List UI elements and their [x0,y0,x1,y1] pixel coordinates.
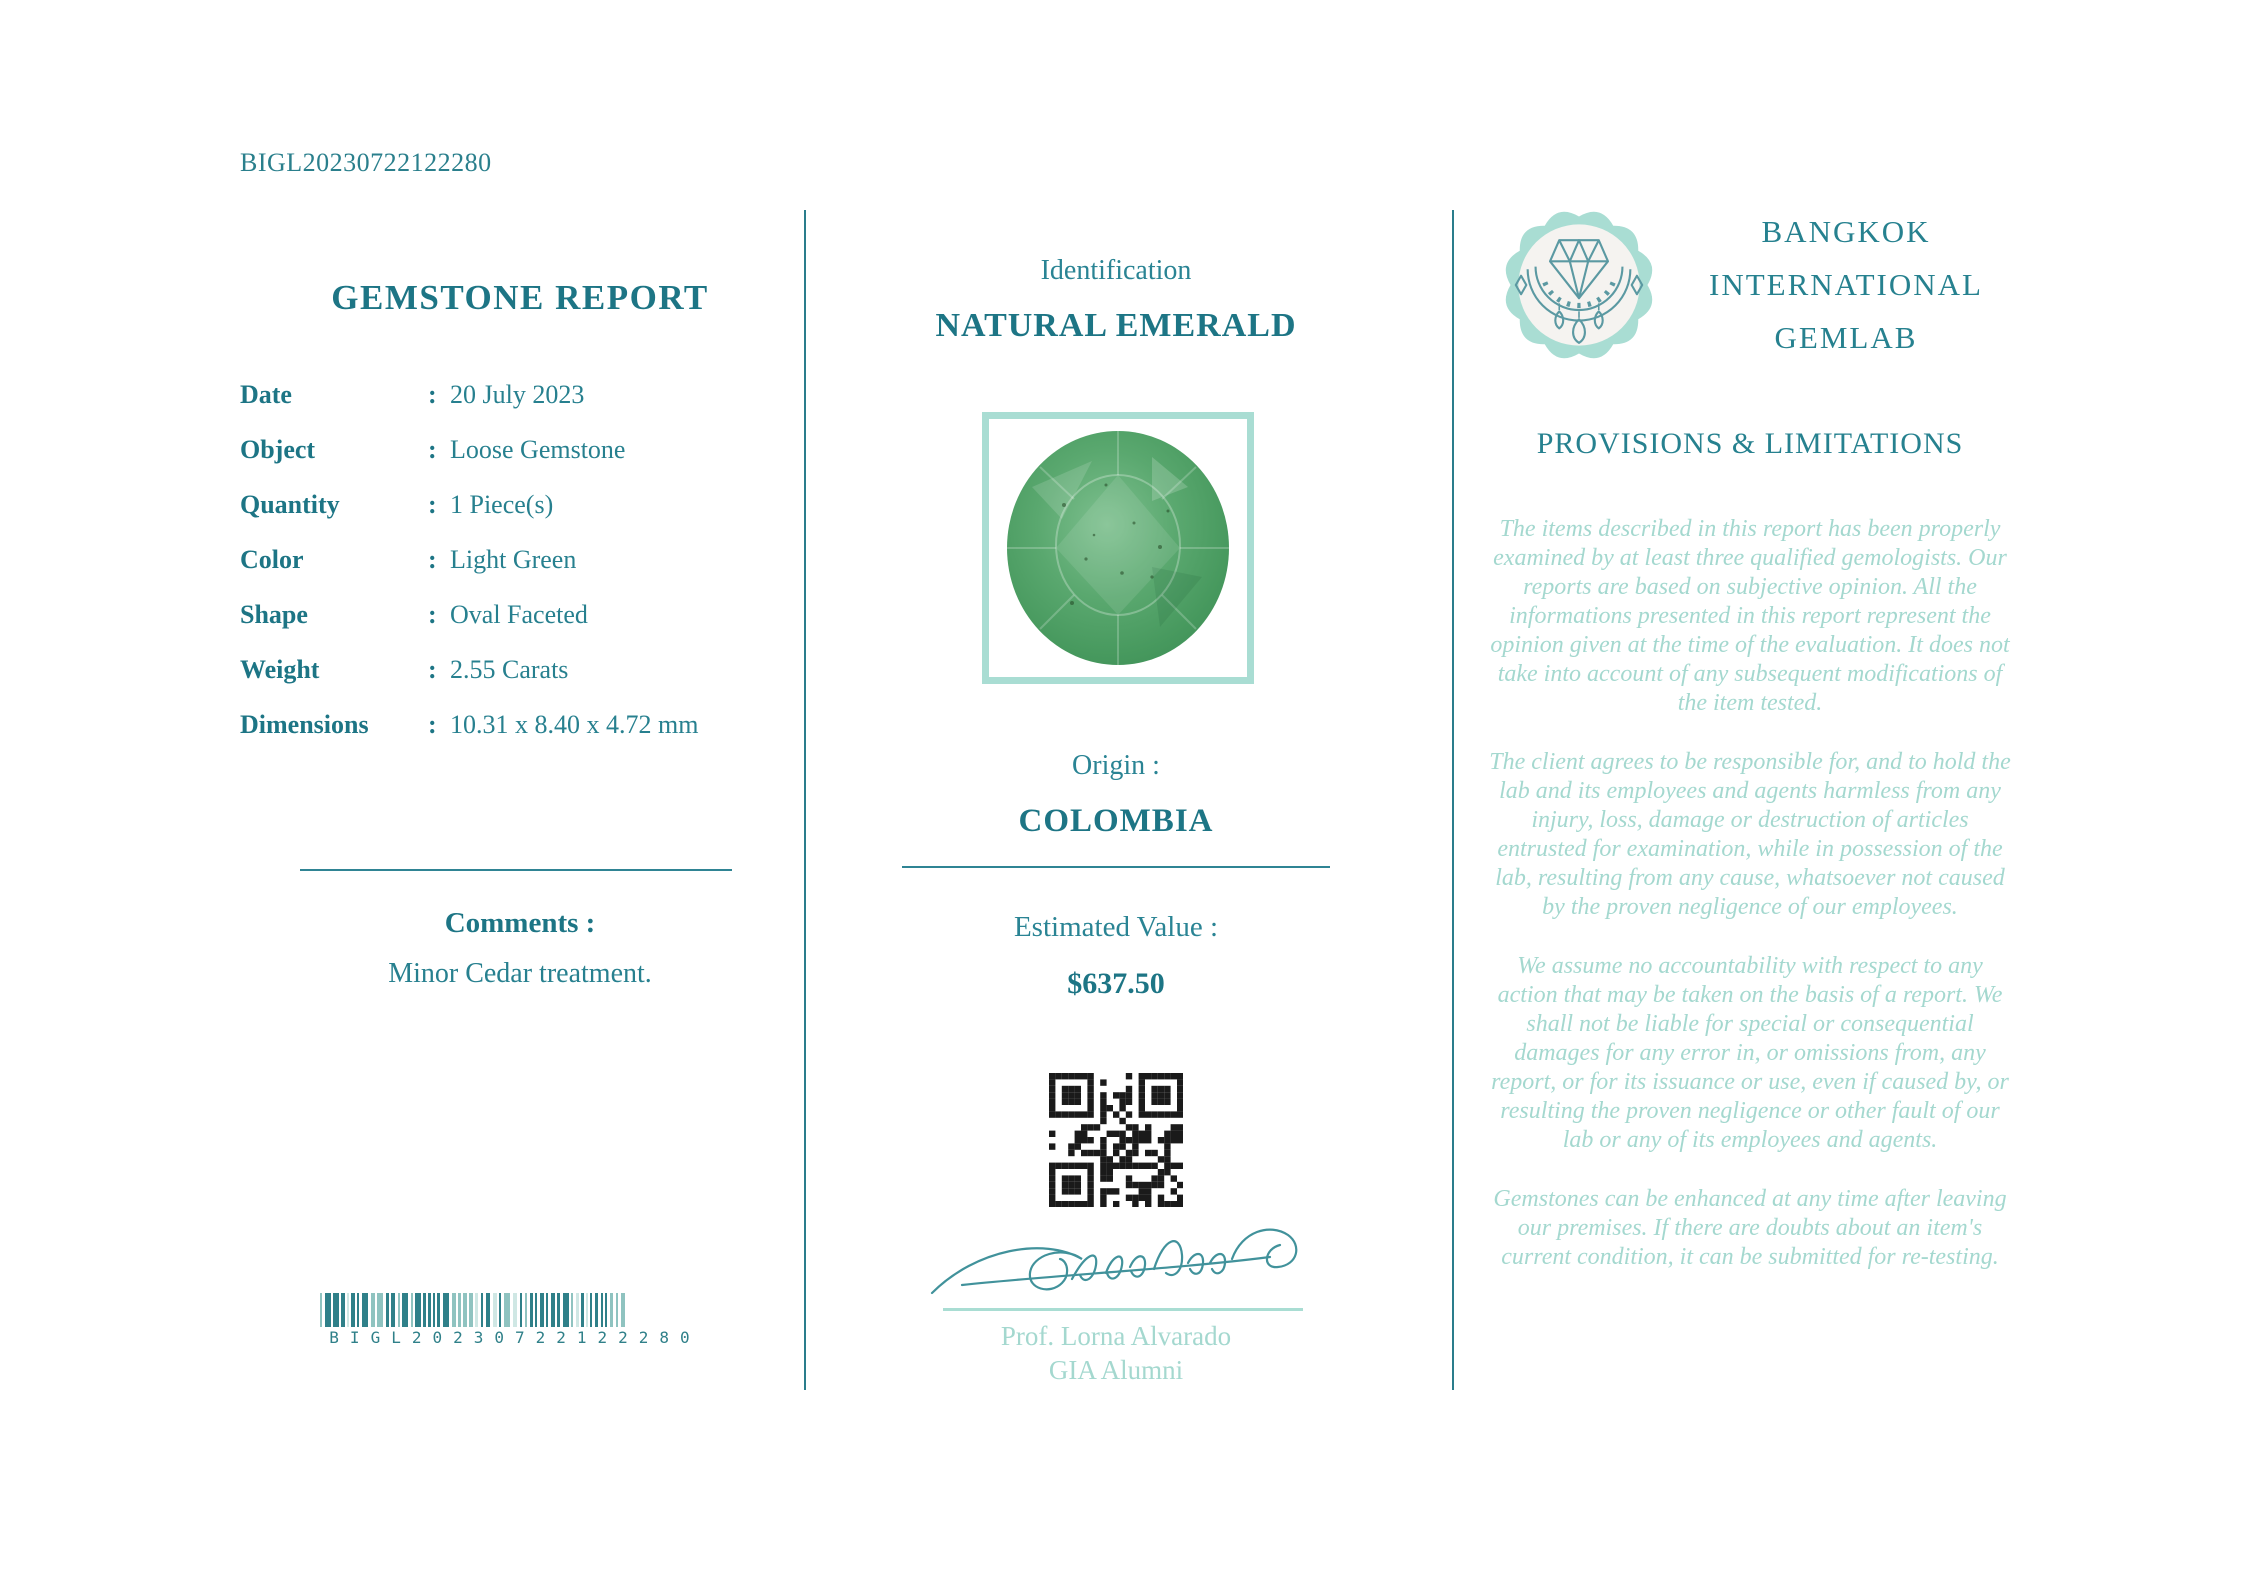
field-row-color [240,532,800,587]
field-value-object: Loose Gemstone [450,435,626,464]
provisions-paragraphs [1485,515,2015,1302]
field-separator: : [428,545,437,574]
origin-value: COLOMBIA [1018,803,1214,839]
gemstone-photo [1002,427,1234,669]
gemstone-report-title: GEMSTONE REPORT [331,278,709,318]
comments-label: Comments : [444,907,596,939]
barcode [320,1293,710,1347]
provisions-title: PROVISIONS & LIMITATIONS [1536,427,1964,460]
barcode-bars [320,1293,710,1327]
field-row-weight [240,642,800,697]
field-row-date [240,367,800,422]
field-label-object: Object [240,435,316,464]
field-row-quantity [240,477,800,532]
field-label-date: Date [240,380,292,409]
field-separator: : [428,490,437,519]
identification-label: Identification [1040,255,1192,286]
field-separator: : [428,435,437,464]
field-value-weight: 2.55 Carats [450,655,569,684]
field-value-quantity: 1 Piece(s) [450,490,554,519]
field-separator: : [428,380,437,409]
field-value-color: Light Green [450,545,577,574]
value-divider [902,866,1330,868]
field-label-quantity: Quantity [240,490,340,519]
barcode-text: BIGL20230722122280 [329,1328,701,1347]
lab-header [1500,205,2020,364]
field-label-shape: Shape [240,600,308,629]
field-separator: : [428,655,437,684]
provisions-paragraph: We assume no accountability with respect to any action that may be taken on the basis of a report. We shall not be liable for special or consequential damages for any error in, or omissions from, any report, or for its issuance or use, even if caused by, or resulting the proven negligence or other fault of our lab or any of its employees and agents. [1491,953,2009,1153]
field-row-dimensions [240,697,800,752]
estimated-value: $637.50 [1067,967,1165,1000]
column-divider [1452,210,1454,1390]
column-divider [804,210,806,1390]
origin-label: Origin : [1072,750,1160,781]
lab-name [1658,205,2020,364]
field-value-date: 20 July 2023 [450,380,585,409]
report-fields [240,367,800,752]
signature-underline [943,1308,1303,1311]
field-separator: : [428,710,437,739]
field-row-object [240,422,800,477]
comments-text: Minor Cedar treatment. [388,958,652,989]
provisions-paragraph: The client agrees to be responsible for, and to hold the lab and its employees and agents harmless from any injury, loss, damage or destruction of articles entrusted for examination, while in possession of the lab, resulting from any cause, whatsoever not caused by the proven negligence of our employees. [1489,749,2011,920]
lab-name-line: BANGKOK [1761,214,1931,249]
signatory-name: Prof. Lorna Alvarado [1000,1321,1232,1351]
field-label-weight: Weight [240,655,320,684]
gemstone-photo-frame [982,412,1254,684]
lab-name-line: INTERNATIONAL [1709,267,1983,302]
report-number: BIGL20230722122280 [240,148,492,177]
provisions-paragraph: Gemstones can be enhanced at any time after leaving our premises. If there are doubts about an item's current condition, it can be submitted for re-testing. [1493,1186,2007,1270]
qr-code [1049,1073,1183,1207]
estimated-value-label: Estimated Value : [1013,911,1219,943]
signatory-title: GIA Alumni [1048,1355,1184,1385]
comments-divider [300,869,732,871]
signature [926,1213,1306,1313]
field-row-shape [240,587,800,642]
field-value-dimensions: 10.31 x 8.40 x 4.72 mm [450,710,699,739]
provisions-paragraph: The items described in this report has been properly examined by at least three qualified gemologists. Our reports are based on subjective opinion. All the informations presented in this report represent the opinion given at the time of the evaluation. It does not take into account of any subsequent modifications of the item tested. [1490,516,2010,716]
field-value-shape: Oval Faceted [450,600,588,629]
lab-name-line: GEMLAB [1774,320,1918,355]
field-label-color: Color [240,545,304,574]
gemlab-logo [1500,206,1658,364]
field-separator: : [428,600,437,629]
identification-value: NATURAL EMERALD [935,307,1297,344]
field-label-dimensions: Dimensions [240,710,369,739]
